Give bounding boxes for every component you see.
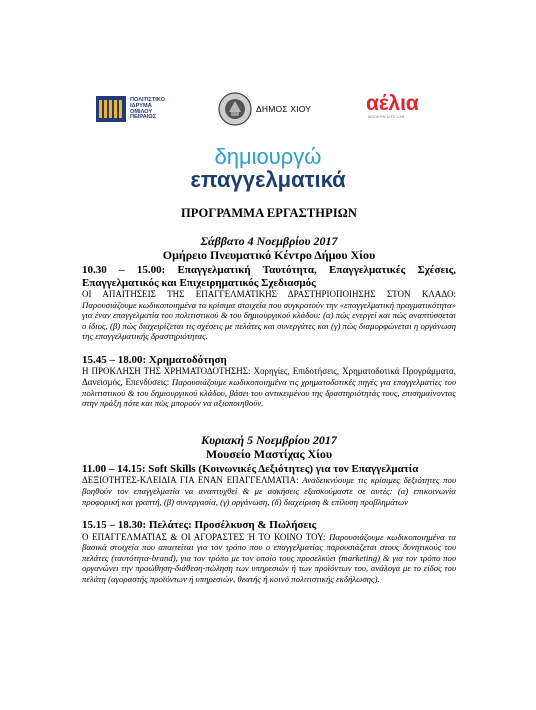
- foundation-text-line: ΙΔΡΥΜΑ: [130, 102, 152, 109]
- sponsor-logos: [0, 92, 536, 126]
- aelia-wordmark: αέλια: [366, 92, 419, 115]
- foundation-emblem-icon: [96, 96, 126, 122]
- session-description: [82, 366, 456, 408]
- day-venue: Μουσείο Μαστίχας Χίου: [205, 446, 333, 461]
- session-body: Παρουσιάζουμε κωδικοποιημένα τις χρηματοδοτικές πηγές για επαγγελματίες του πολιτιστικού & του δημιουργικού κλάδου, βάσει του αντικειμένου της δραστηριότητάς τους, επισημαίνοντας στην πράξη πότε και πώς μπορούν να αξιοποιηθούν.: [82, 377, 456, 409]
- brand-line-1: δημιουργώ: [214, 144, 322, 169]
- session-body: Αναδεικνύουμε τις κρίσιμες δεξιότητες που βοηθούν τον επαγγελματία να αναπτυχθεί & με ασκήσεις εξασκούμαστε σε αυτές: (α) επικοινωνία προφορική και γραπτή, (β) συνεργασία, (γ) οργάνωση, (δ) διαχείριση & επίλυση προβλημάτων: [82, 475, 456, 507]
- foundation-text-line: ΠΕΙΡΑΙΩΣ: [130, 114, 157, 121]
- session-description: [82, 475, 456, 507]
- program-brand: [0, 146, 536, 192]
- session-lead: ΟΙ ΑΠΑΙΤΗΣΕΙΣ ΤΗΣ ΕΠΑΓΓΕΛΜΑΤΙΚΗΣ ΔΡΑΣΤΗΡΙΟΠΟΙΗΣΗΣ ΣΤΟΝ ΚΛΑΔΟ:: [82, 289, 456, 299]
- municipality-chios-logo: [218, 92, 328, 126]
- aelia-tagline: MODERN LIFE LAB: [368, 115, 405, 119]
- day-date: Κυριακή 5 Νοεμβρίου 2017: [201, 432, 337, 447]
- day-venue: Ομήρειο Πνευματικό Κέντρο Δήμου Χίου: [162, 248, 376, 262]
- brand-line-2: επαγγελματικά: [190, 167, 346, 192]
- session-description: [82, 289, 456, 342]
- session-lead: ΔΕΞΙΟΤΗΤΕΣ-ΚΛΕΙΔΙΑ ΓΙΑ ΕΝΑΝ ΕΠΑΓΓΕΛΜΑΤΙΑ:: [82, 475, 299, 486]
- piraeus-foundation-logo: [96, 96, 206, 122]
- session-lead: Η ΠΡΟΚΛΗΣΗ ΤΗΣ ΧΡΗΜΑΤΟΔΟΤΗΣΗΣ: Χορηγίες, Επιδοτήσεις, Χρηματοδοτικά Προγράμματα, Δανεισμός, Επενδύσεις:: [82, 366, 456, 388]
- day-date: Σάββατο 4 Νοεμβρίου 2017: [200, 234, 338, 248]
- foundation-text-line: ΟΜΙΛΟΥ: [130, 108, 153, 115]
- municipality-seal-icon: [218, 92, 252, 126]
- session-body: Παρουσιάζουμε κωδικοποιημένα τα βασικά στοιχεία που απαιτείται για τον τρόπο που ο επαγγελματίας παρουσιάζεται στους δυνητικούς του πελάτες (ταυτότητα-brand), για τον τρόπο με τον οποίο τους προσελκύει (marketing) & για τον τρόπο που οργανώνει την προώθηση-διάθεση-πώληση των υπηρεσιών ή των προϊόντων του, ανάλογα με το είδος του πελάτη (αγοραστής προϊόντων ή υπηρεσιών, θεατής ή κοινό πολιτιστικής εκδήλωσης).: [82, 531, 456, 584]
- municipality-name: ΔΗΜΟΣ ΧΙΟΥ: [256, 104, 312, 114]
- program-content: [82, 206, 456, 585]
- session-heading: 15.15 – 18.30: Πελάτες: Προσέλκυση & Πωλήσεις: [82, 519, 317, 532]
- foundation-text-line: ΠΟΛΙΤΙΣΤΙΚΟ: [130, 97, 165, 103]
- session-lead: Ο ΕΠΑΓΓΕΛΜΑΤΙΑΣ & ΟΙ ΑΓΟΡΑΣΤΕΣ Ή ΤΟ ΚΟΙΝΟ ΤΟΥ:: [82, 531, 326, 542]
- session-body: Παρουσιάζουμε κωδικοποιημένα τα κρίσιμα στοιχεία που συγκροτούν την «επαγγελματική πραγματικότητα» για έναν επαγγελματία του πολιτιστικού & του δημιουργικού κλάδου: (α) πώς ενεργεί και πώς αναπτύσσεται ο ίδιος, (β) πώς διαχειρίζεται τις σχέσεις με πελάτες και συνεργάτες και (γ) πώς διαμορφώνεται η οργάνωση της επαγγελματικής δραστηριότητας.: [82, 299, 456, 342]
- session-description: [82, 532, 456, 585]
- session-heading: 11.00 – 14.15: Soft Skills (Κοινωνικές Δεξιότητες) για τον Επαγγελματία: [82, 462, 419, 475]
- document-title: ΠΡΟΓΡΑΜΜΑ ΕΡΓΑΣΤΗΡΙΩΝ: [180, 206, 358, 220]
- aelia-logo: [366, 94, 446, 126]
- session-heading: 10.30 – 15.00: Επαγγελματική Ταυτότητα, Επαγγελματικές Σχέσεις, Επαγγελματικός και Επιχειρηματικός Σχεδιασμός: [82, 264, 456, 289]
- session-heading: 15.45 – 18.00: Χρηματοδότηση: [82, 353, 227, 366]
